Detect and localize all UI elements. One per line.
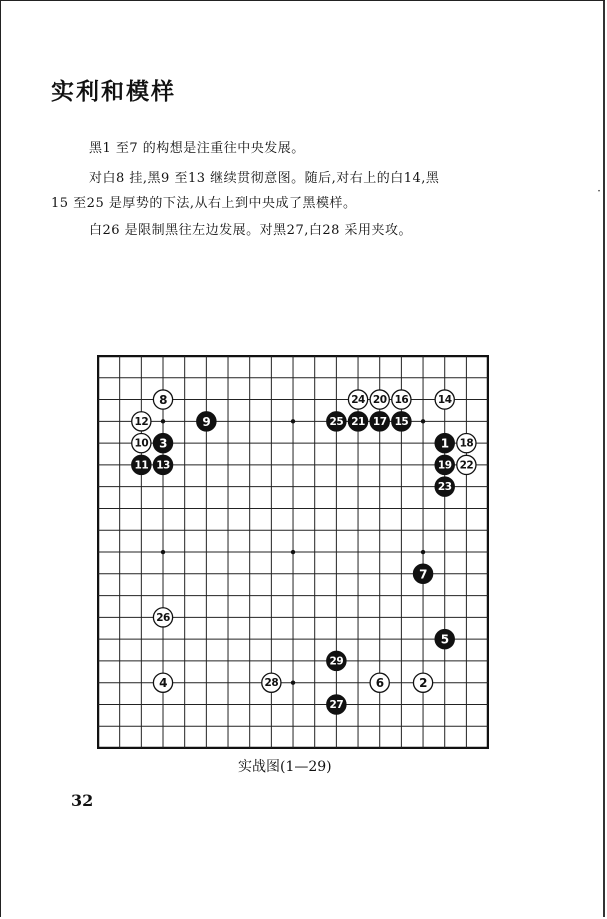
stone-black (435, 434, 454, 453)
stone-number: 2 (419, 676, 427, 691)
stone-black (327, 651, 346, 670)
stone-number: 5 (440, 632, 449, 647)
star-point (161, 550, 165, 554)
stone-black (435, 455, 454, 474)
stone-number: 24 (351, 394, 365, 407)
stone-number: 17 (372, 415, 387, 428)
stone-number: 29 (329, 655, 344, 668)
stone-number: 22 (459, 459, 474, 472)
stone-white (370, 673, 389, 692)
stone-white (435, 390, 454, 409)
stone-black (327, 695, 346, 714)
stone-number: 27 (329, 698, 344, 711)
stone-white (392, 390, 411, 409)
stone-number: 14 (437, 394, 452, 407)
stone-white (132, 412, 151, 431)
stone-number: 25 (329, 415, 344, 428)
page-number: 32 (71, 791, 94, 810)
star-point (291, 681, 295, 685)
stone-number: 9 (202, 414, 211, 429)
stone-number: 26 (156, 611, 170, 624)
paragraph-3: 白26 是限制黑往左边发展。对黑27,白28 采用夹攻。 (89, 223, 413, 238)
stone-black (327, 412, 346, 431)
stone-number: 4 (159, 676, 167, 691)
paragraph-1: 黑1 至7 的构想是注重往中央发展。 (89, 141, 305, 156)
stone-white (132, 434, 151, 453)
stone-black (153, 434, 172, 453)
stone-black (392, 412, 411, 431)
stone-black (197, 412, 216, 431)
stone-number: 13 (156, 459, 170, 472)
stone-black (370, 412, 389, 431)
star-point (291, 419, 295, 423)
paragraph-2-line-2: 15 至25 是厚势的下法,从右上到中央成了黑模样。 (51, 196, 357, 211)
margin-mark: · (597, 184, 601, 198)
stone-number: 12 (134, 415, 149, 428)
stone-white (153, 608, 172, 627)
stone-black (435, 477, 454, 496)
star-point (421, 550, 425, 554)
stone-white (262, 673, 281, 692)
stone-number: 1 (440, 436, 449, 451)
stone-black (348, 412, 367, 431)
stone-white (153, 390, 172, 409)
stone-number: 18 (459, 437, 474, 450)
stone-black (413, 564, 432, 583)
stone-white (370, 390, 389, 409)
section-heading: 实利和模样 (51, 79, 176, 105)
stone-number: 8 (159, 393, 167, 408)
star-point (161, 419, 165, 423)
go-board-diagram (97, 355, 489, 749)
diagram-caption: 实战图(1—29) (238, 759, 332, 775)
stone-number: 10 (134, 437, 149, 450)
stone-black (132, 455, 151, 474)
paragraph-2-line-1: 对白8 挂,黑9 至13 继续贯彻意图。随后,对右上的白14,黑 (89, 171, 440, 186)
stone-white (457, 455, 476, 474)
stone-number: 21 (351, 415, 365, 428)
stone-white (153, 673, 172, 692)
stone-number: 7 (419, 567, 427, 582)
stone-number: 20 (372, 394, 387, 407)
stone-white (457, 434, 476, 453)
stone-black (153, 455, 172, 474)
stone-number: 3 (159, 436, 167, 451)
stone-number: 23 (437, 481, 452, 494)
stone-black (435, 630, 454, 649)
stone-number: 15 (394, 415, 409, 428)
stone-number: 11 (134, 459, 149, 472)
stone-number: 6 (375, 676, 384, 691)
star-point (291, 550, 295, 554)
star-point (421, 419, 425, 423)
stone-number: 16 (394, 394, 409, 407)
stone-white (348, 390, 367, 409)
stone-number: 28 (264, 677, 279, 690)
stone-number: 19 (437, 459, 452, 472)
stone-white (413, 673, 432, 692)
